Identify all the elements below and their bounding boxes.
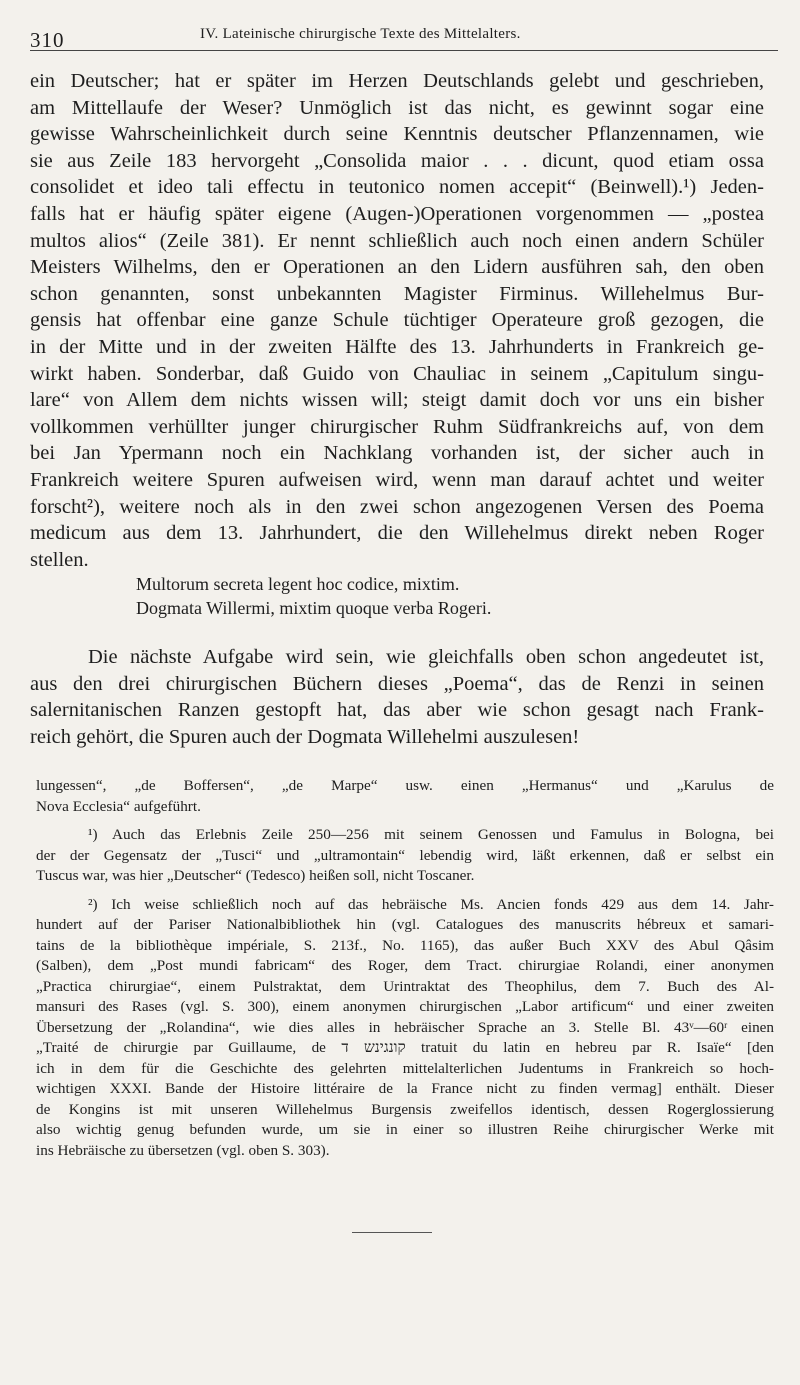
- footnote-2-line: „Practica chirurgiae“, einem Pulstraktat, dem Urintraktat des Theophilus, dem 7. Buch des Al-: [36, 977, 774, 995]
- body-line: Frankreich weitere Spuren aufweisen wird, wenn man darauf achtet und weiter: [30, 468, 764, 491]
- second-paragraph: [30, 644, 764, 750]
- footnote-2-line: (Salben), dem „Post mundi fabricam“ des Roger, dem Tract. chirurgiae Rolandi, einer anonymen: [36, 957, 774, 974]
- footnote-2-line: mansuri des Rases (vgl. S. 300), einem anonymen chirurgischen „Labor artificum“ und einer zweiten: [36, 998, 774, 1015]
- footnote-1-line: der der Gegensatz der „Tusci“ und „ultramontain“ lebendig wird, läßt erkennen, daß er selbst ein: [36, 846, 774, 864]
- footnote-1-line: ¹) Auch das Erlebnis Zeile 250—256 mit seinem Genossen und Famulus in Bologna, bei: [88, 826, 774, 843]
- footnote-2-line: ins Hebräische zu übersetzen (vgl. oben S. 303).: [36, 1141, 330, 1159]
- body-line: consolidet et ideo tali effectu in teutonico nomen accepit“ (Beinwell).¹) Jeden-: [30, 176, 764, 199]
- body-line: lare“ von Allem dem nichts wissen will; steigt damit doch vor uns ein bisher: [30, 389, 764, 412]
- body-line: wirkt haben. Sonderbar, daß Guido von Chauliac in seinem „Capitulum singu-: [30, 362, 764, 385]
- body-line: aus den drei chirurgischen Büchern dieses „Poema“, das de Renzi in seinen: [30, 672, 764, 695]
- running-head: IV. Lateinische chirurgische Texte des Mittelalters.: [200, 26, 521, 42]
- body-line: sie aus Zeile 183 hervorgeht „Consolida maior . . . dicunt, quod etiam ossa: [30, 149, 764, 172]
- body-line: reich gehört, die Spuren auch der Dogmata Willehelmi auszulesen!: [30, 725, 580, 748]
- verse-line: Multorum secreta legent hoc codice, mixtim.: [136, 574, 460, 594]
- main-paragraph: [30, 68, 764, 573]
- body-line: gewisse Wahrscheinlichkeit durch seine Kenntnis deutscher Pflanzennamen, wie: [30, 123, 764, 146]
- footnote-2-line: tains de la bibliothèque impériale, S. 213f., No. 1165), das außer Buch XXV des Abul Qâsim: [36, 936, 774, 954]
- body-line: multos alios“ (Zeile 381). Er nennt schließlich auch noch einen andern Schüler: [30, 229, 764, 252]
- body-line: gensis hat offenbar eine ganze Schule tüchtiger Operateure groß gezogen, die: [30, 309, 764, 332]
- body-line: am Mittellaufe der Weser? Unmöglich ist das nicht, es gewinnt sogar eine: [30, 96, 764, 119]
- body-line: forscht²), weitere noch als in den zwei schon angezogenen Versen des Poema: [30, 495, 764, 518]
- body-line: Die nächste Aufgabe wird sein, wie gleichfalls oben schon angedeutet ist,: [88, 646, 764, 668]
- footnote-2-line: wichtigen XXXI. Bande der Histoire littéraire de la France nicht zu finden vermag] enthält. Dieser: [36, 1080, 774, 1097]
- footnote-line: lungessen“, „de Boffersen“, „de Marpe“ usw. einen „Hermanus“ und „Karulus de: [36, 777, 774, 794]
- verse-line: Dogmata Willermi, mixtim quoque verba Rogeri.: [136, 598, 492, 618]
- footnote-2-line: „Traité de chirurgie par Guillaume, de קונגינש ד tratuit du latin en hebreu par R. Isaïe“ [den: [36, 1039, 774, 1056]
- body-line: bei Jan Ypermann noch ein Nachklang vorhanden ist, der sicher auch in: [30, 442, 764, 465]
- body-line: salernitanischen Ranzen gestopft hat, das aber wie schon gesagt nach Frank-: [30, 699, 764, 722]
- body-line: ein Deutscher; hat er später im Herzen Deutschlands gelebt und geschrieben,: [30, 70, 764, 92]
- body-line: Meisters Wilhelms, den er Operationen an den Lidern ausführen sah, den oben: [30, 256, 764, 279]
- body-line: vollkommen verhüllter junger chirurgischer Ruhm Südfrankreichs auf, von dem: [30, 415, 764, 438]
- body-line: schon genannten, sonst unbekannten Magister Firminus. Willehelmus Bur-: [30, 282, 764, 305]
- end-rule: [352, 1232, 432, 1233]
- footnote-2-line: hundert auf der Pariser Nationalbibliothek hin (vgl. Catalogues des manuscrits hébreux et samari-: [36, 916, 774, 933]
- body-line: medicum aus dem 13. Jahrhundert, die den Willehelmus direkt neben Roger: [30, 522, 764, 545]
- page-header: [30, 22, 778, 51]
- footnotes: [36, 776, 774, 1161]
- page-number: 310: [30, 28, 65, 52]
- footnote-line: Nova Ecclesia“ aufgeführt.: [36, 797, 201, 815]
- footnote-1-line: Tuscus war, was hier „Deutscher“ (Tedesco) heißen soll, nicht Toscaner.: [36, 867, 475, 884]
- footnote-2-line: also wichtig genug befunden wurde, um sie in einer so illustren Reihe chirurgischer Werke mit: [36, 1121, 774, 1138]
- body-line: stellen.: [30, 548, 89, 571]
- footnote-2-line: de Kongins ist mit unseren Willehelmus Burgensis zweifellos identisch, dessen Rogerglossierung: [36, 1100, 774, 1118]
- body-line: in der Mitte und in der zweiten Hälfte des 13. Jahrhunderts in Frankreich ge-: [30, 335, 764, 358]
- footnote-2-line: ich in dem für die Geschichte des gelehrten mittelalterlichen Judentums in Frankreich so hoch-: [36, 1059, 774, 1077]
- footnote-2-line: ²) Ich weise schließlich noch auf das hebräische Ms. Ancien fonds 429 aus dem 14. Jahr-: [88, 895, 774, 913]
- footnote-2-line: Übersetzung der „Rolandina“, wie dies alles in hebräischer Sprache an 3. Stelle Bl. 43ᵛ—60ʳ einen: [36, 1018, 774, 1036]
- body-line: falls hat er häufig später eigene (Augen-)Operationen vorgenommen — „postea: [30, 202, 764, 225]
- verse-quote: [136, 572, 491, 620]
